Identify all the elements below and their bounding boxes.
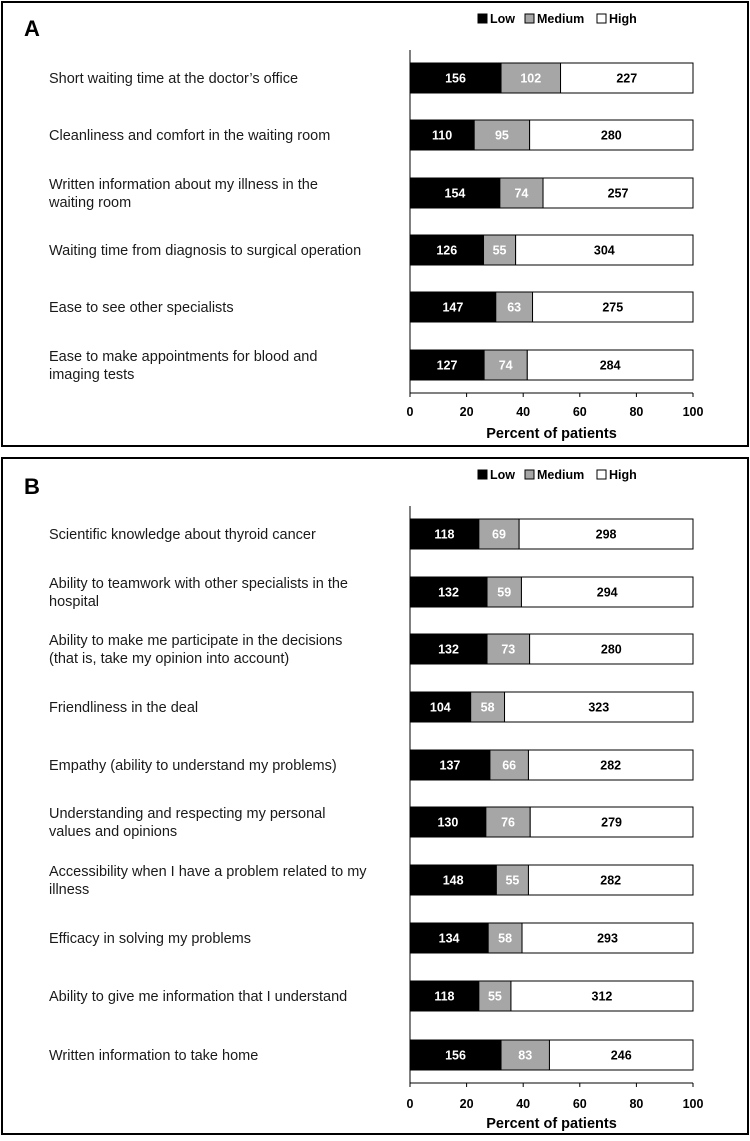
- bar-label-low: 154: [444, 186, 466, 201]
- bar-label-high: 284: [599, 358, 621, 373]
- bar-label-high: 257: [607, 186, 629, 201]
- bar-label-medium: 63: [507, 300, 522, 315]
- bar-label-low: 134: [438, 931, 460, 946]
- legend-swatch-low: [478, 14, 487, 23]
- x-tick-label: 80: [629, 1097, 644, 1111]
- bar-label-medium: 102: [520, 71, 542, 86]
- category-label-line: Written information to take home: [49, 1048, 259, 1064]
- x-tick-label: 0: [406, 1097, 414, 1111]
- bar-label-low: 118: [434, 527, 455, 542]
- x-tick-label: 40: [516, 405, 531, 419]
- bar-label-low: 104: [429, 700, 451, 715]
- category-label: [49, 349, 317, 383]
- bar-label-low: 127: [436, 358, 458, 373]
- legend-label-high: High: [609, 468, 637, 482]
- legend-swatch-low: [478, 470, 487, 479]
- bar-label-high: 227: [616, 71, 638, 86]
- x-axis-title: Percent of patients: [486, 426, 617, 442]
- bar-label-low: 147: [442, 300, 464, 315]
- bar-label-medium: 55: [505, 873, 520, 888]
- x-tick-label: 60: [572, 1097, 587, 1111]
- bar-label-medium: 58: [498, 931, 513, 946]
- panel-letter: B: [24, 474, 40, 499]
- x-tick-label: 80: [629, 405, 644, 419]
- bar-label-low: 156: [445, 1048, 466, 1063]
- panel-a: [2, 2, 748, 446]
- bar-label-medium: 74: [514, 186, 529, 201]
- bar-label-high: 323: [588, 700, 610, 715]
- bar-label-high: 298: [595, 527, 617, 542]
- category-label: [49, 806, 325, 840]
- bar-label-high: 294: [596, 585, 618, 600]
- category-label-line: Scientific knowledge about thyroid cancer: [49, 527, 316, 543]
- bar-label-low: 156: [445, 71, 466, 86]
- category-label: [49, 576, 348, 610]
- bar-label-low: 110: [432, 128, 453, 143]
- bar-label-high: 279: [601, 815, 623, 830]
- category-label-line: Waiting time from diagnosis to surgical operation: [49, 243, 362, 259]
- category-label: [49, 71, 298, 87]
- category-label-line: Ease to see other specialists: [49, 300, 234, 316]
- legend-label-low: Low: [490, 12, 515, 26]
- bar-label-high: 312: [591, 989, 613, 1004]
- bar-label-high: 280: [600, 128, 622, 143]
- bar-label-medium: 55: [487, 989, 502, 1004]
- x-tick-label: 100: [682, 1097, 704, 1111]
- category-label-line: Efficacy in solving my problems: [49, 931, 252, 947]
- category-label: [49, 128, 330, 144]
- bar-label-high: 280: [600, 642, 622, 657]
- bar-label-low: 132: [438, 642, 459, 657]
- category-label: [49, 633, 342, 667]
- category-label-line: Ability to give me information that I understand: [49, 989, 348, 1005]
- bar-label-high: 282: [600, 873, 622, 888]
- legend: [478, 12, 637, 26]
- x-axis-title: Percent of patients: [486, 1116, 617, 1132]
- legend-label-medium: Medium: [537, 468, 585, 482]
- legend-label-medium: Medium: [537, 12, 585, 26]
- legend: [478, 468, 637, 482]
- legend-swatch-high: [597, 470, 606, 479]
- category-label-line: Friendliness in the deal: [49, 700, 199, 716]
- bar-label-high: 282: [600, 758, 622, 773]
- bars: [410, 519, 693, 1070]
- legend-label-low: Low: [490, 468, 515, 482]
- bar-label-high: 246: [610, 1048, 632, 1063]
- panel-frame: [2, 458, 748, 1134]
- x-tick-label: 0: [406, 405, 414, 419]
- category-label: [49, 989, 347, 1005]
- category-label-line: Short waiting time at the doctor’s office: [49, 71, 299, 87]
- category-label-line: Written information about my illness in the: [49, 177, 318, 193]
- bar-label-medium: 55: [492, 243, 507, 258]
- category-label-line: Ability to teamwork with other specialists in the: [49, 576, 348, 592]
- category-label-line: values and opinions: [49, 824, 178, 840]
- category-label: [49, 864, 367, 898]
- panel-b: [2, 458, 748, 1134]
- panel-letter: A: [24, 16, 40, 41]
- bar-label-medium: 83: [518, 1048, 533, 1063]
- x-tick-label: 20: [459, 405, 474, 419]
- category-label-line: illness: [49, 882, 90, 898]
- bar-label-medium: 69: [492, 527, 506, 542]
- category-label-line: Ease to make appointments for blood and: [49, 349, 318, 365]
- category-label: [49, 243, 361, 259]
- bar-label-high: 304: [593, 243, 615, 258]
- legend-swatch-medium: [525, 470, 534, 479]
- category-label-line: Understanding and respecting my personal: [49, 806, 326, 822]
- category-label: [49, 700, 198, 716]
- category-label-line: Accessibility when I have a problem related to my: [49, 864, 367, 880]
- bar-label-high: 275: [602, 300, 624, 315]
- x-tick-label: 40: [516, 1097, 531, 1111]
- x-tick-label: 100: [682, 405, 704, 419]
- legend-swatch-medium: [525, 14, 534, 23]
- category-label: [48, 177, 318, 211]
- bar-label-low: 118: [434, 989, 455, 1004]
- category-label: [49, 300, 234, 316]
- category-label: [49, 527, 316, 543]
- bar-label-medium: 73: [501, 642, 516, 657]
- bar-label-low: 126: [436, 243, 458, 258]
- category-label-line: Ability to make me participate in the decisions: [49, 633, 343, 649]
- category-label-line: hospital: [49, 594, 99, 610]
- bar-label-medium: 58: [480, 700, 495, 715]
- category-label: [49, 931, 251, 947]
- x-tick-label: 20: [459, 1097, 474, 1111]
- bar-label-low: 148: [442, 873, 464, 888]
- bar-label-medium: 59: [497, 585, 512, 600]
- category-label: [49, 758, 337, 774]
- bar-label-medium: 66: [502, 758, 517, 773]
- legend-label-high: High: [609, 12, 637, 26]
- category-label-line: Empathy (ability to understand my problems): [49, 758, 337, 774]
- bar-label-low: 130: [437, 815, 459, 830]
- bar-label-medium: 95: [494, 128, 509, 143]
- category-label-line: Cleanliness and comfort in the waiting room: [49, 128, 331, 144]
- bar-label-low: 137: [439, 758, 461, 773]
- category-label: [49, 1048, 258, 1064]
- legend-swatch-high: [597, 14, 606, 23]
- bars: [410, 63, 693, 380]
- bar-label-medium: 76: [501, 815, 515, 830]
- bar-label-medium: 74: [498, 358, 513, 373]
- category-label-line: (that is, take my opinion into account): [49, 651, 290, 667]
- category-label-line: imaging tests: [49, 367, 135, 383]
- x-tick-label: 60: [572, 405, 587, 419]
- bar-label-low: 132: [438, 585, 459, 600]
- category-label-line: waiting room: [49, 195, 132, 211]
- bar-label-high: 293: [597, 931, 618, 946]
